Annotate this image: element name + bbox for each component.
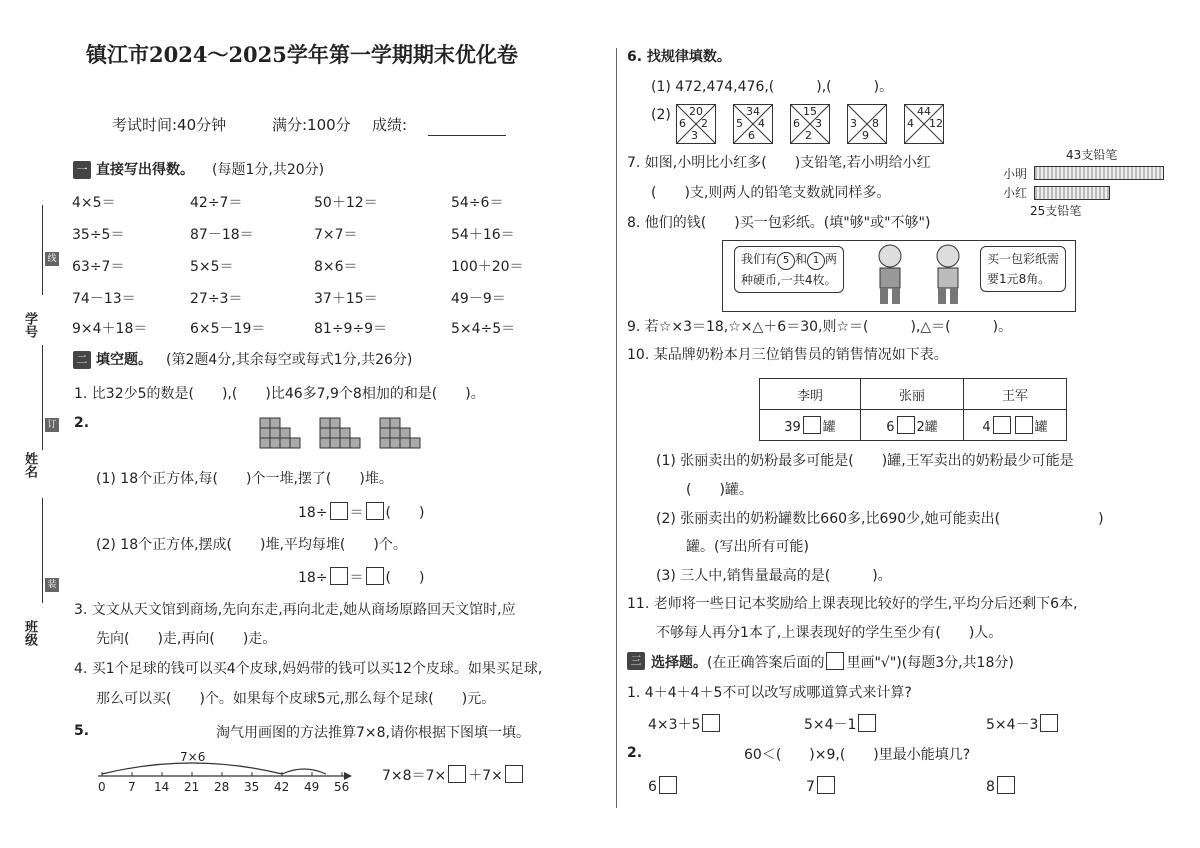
pattern-square — [904, 104, 944, 144]
side-line-1 — [42, 205, 43, 295]
eq-text: 18÷ — [298, 505, 328, 521]
choice-option[interactable] — [648, 714, 722, 734]
option-text: 4×3＋5 — [648, 717, 701, 733]
pattern-square — [676, 104, 716, 144]
table-row — [760, 379, 1067, 410]
pattern-number: 8 — [872, 117, 879, 130]
eq-text: ( ) — [385, 505, 425, 521]
pattern-number: 3 — [850, 117, 857, 130]
side-line-3 — [42, 498, 43, 603]
exam-info-time: 考试时间:40分钟 — [112, 116, 227, 134]
calc-item: 7×7＝ — [314, 227, 358, 243]
cube-stack-3 — [380, 418, 420, 448]
option-checkbox[interactable] — [1040, 714, 1058, 732]
fill-q2-part1-equation — [298, 502, 424, 522]
answer-box[interactable] — [1015, 416, 1033, 434]
calc-item: 6×5－19＝ — [190, 321, 266, 337]
fill-q1: 1. 比32少5的数是( ),( )比46多7,9个8相加的和是( )。 — [74, 386, 485, 402]
calc-item: 63÷7＝ — [72, 259, 125, 275]
pattern-number: 3 — [691, 129, 698, 142]
exam-title: 镇江市2024～2025学年第一学期期末优化卷 — [86, 42, 518, 67]
answer-box[interactable] — [897, 416, 915, 434]
pattern-number: 6 — [793, 117, 800, 130]
calc-item: 8×6＝ — [314, 259, 358, 275]
pattern-number: 20 — [689, 105, 703, 118]
number-line-tick-label: 7 — [128, 780, 136, 794]
table-header-cell: 张丽 — [861, 379, 964, 410]
calc-item: 42÷7＝ — [190, 195, 243, 211]
sales-table — [759, 378, 1067, 441]
choice-option[interactable] — [986, 714, 1060, 734]
q8-left-bubble — [734, 246, 844, 293]
q10-part3: (3) 三人中,销售量最高的是( )。 — [656, 568, 892, 584]
fill-q2-part1: (1) 18个正方体,每( )个一堆,摆了( )堆。 — [96, 471, 393, 487]
number-line-tick-label: 49 — [304, 780, 320, 794]
answer-box[interactable] — [993, 416, 1011, 434]
q10-part1-line2: ( )罐。 — [686, 482, 753, 498]
side-line-2 — [42, 345, 43, 450]
pattern-number: 9 — [862, 129, 869, 142]
section2-note: (第2题4分,其余每空或每式1分,共26分) — [166, 352, 413, 368]
pattern-number: 15 — [803, 105, 817, 118]
q7-ming-label: 小明 — [1003, 167, 1028, 181]
table-header-cell: 王军 — [964, 379, 1067, 410]
fill-q2-part2-equation — [298, 567, 424, 587]
option-checkbox[interactable] — [817, 776, 835, 794]
choice-option[interactable] — [986, 776, 1017, 796]
q8-right-bubble — [980, 246, 1066, 292]
q7-top-label: 43支铅笔 — [1066, 148, 1118, 162]
cube-stack-1 — [260, 418, 300, 448]
answer-box[interactable] — [330, 502, 348, 520]
exam-info-full: 满分:100分 — [272, 116, 351, 134]
q7-bottom-label: 25支铅笔 — [1030, 204, 1082, 218]
coin-5-icon: 5 — [777, 252, 795, 270]
eq-text: ＝ — [349, 505, 364, 521]
calc-item: 54÷6＝ — [451, 195, 504, 211]
q7-hong-label: 小红 — [1003, 186, 1028, 200]
section1-note: (每题1分,共20分) — [212, 162, 325, 178]
section2-heading: 填空题。 — [96, 352, 152, 368]
cube-stack-2 — [320, 418, 360, 448]
score-blank[interactable] — [428, 135, 506, 136]
fill-q2-num: 2. — [74, 415, 90, 431]
cell-text: 罐 — [822, 419, 836, 435]
pattern-number: 6 — [748, 129, 755, 142]
q10-part2-line1: (2) 张丽卖出的奶粉罐数比660多,比690少,她可能卖出( ) — [656, 511, 1104, 527]
fill-q4-line2: 那么可以买( )个。如果每个皮球5元,那么每个足球( )元。 — [96, 691, 496, 707]
option-checkbox[interactable] — [997, 776, 1015, 794]
pattern-number: 4 — [907, 117, 914, 130]
eq-text: 18÷ — [298, 570, 328, 586]
fill-q5-equation — [382, 765, 525, 785]
number-line-tick-label: 28 — [214, 780, 230, 794]
fill-q5-text: 淘气用画图的方法推算7×8,请你根据下图填一填。 — [216, 725, 530, 741]
pattern-square — [733, 104, 773, 144]
exam-info-score: 成绩: — [372, 116, 408, 134]
jump-arc-7x7 — [282, 769, 326, 774]
section1-heading: 直接写出得数。 — [96, 162, 194, 178]
column-divider — [616, 48, 617, 808]
answer-box[interactable] — [505, 765, 523, 783]
cell-text: 6 — [886, 419, 895, 435]
answer-box[interactable] — [330, 567, 348, 585]
two-children-illustration — [866, 242, 976, 308]
calc-item: 74－13＝ — [72, 291, 136, 307]
coin-1-icon: 1 — [807, 252, 825, 270]
calc-item: 81÷9÷9＝ — [314, 321, 388, 337]
heading-text: 选择题。 — [651, 655, 707, 671]
pattern-number: 2 — [701, 117, 708, 130]
pattern-number: 5 — [736, 117, 743, 130]
heading-note: 里画"√")(每题3分,共18分) — [846, 655, 1014, 671]
bubble-text: 我们有 — [741, 252, 778, 266]
choice-option[interactable] — [806, 776, 837, 796]
q7-ming-bar — [1034, 166, 1164, 180]
choice-q1: 1. 4＋4＋4＋5不可以改写成哪道算式来计算? — [627, 685, 912, 701]
bubble-text: 两 — [825, 252, 838, 266]
pattern-number: 44 — [917, 105, 931, 118]
number-line-tick-label: 0 — [98, 780, 106, 794]
q11-line1: 11. 老师将一些日记本奖励给上课表现比较好的学生,平均分后还剩下6本, — [627, 596, 1078, 612]
calc-item: 9×4＋18＝ — [72, 321, 148, 337]
cube-stacks-figure — [258, 412, 428, 460]
section3-badge: 三 — [627, 652, 645, 670]
pattern-number: 12 — [929, 117, 943, 130]
calc-item: 100＋20＝ — [451, 259, 524, 275]
q7-line1: 7. 如图,小明比小红多( )支铅笔,若小明给小红 — [627, 155, 931, 171]
number-line-tick-label: 42 — [274, 780, 290, 794]
student-no-label: 学号 — [22, 312, 37, 338]
bubble-text: 要1元8角。 — [987, 272, 1051, 286]
table-cell — [964, 410, 1067, 441]
option-text: 6 — [648, 779, 657, 795]
bubble-text: 种硬币,一共4枚。 — [741, 273, 837, 287]
pattern-number: 6 — [679, 117, 686, 130]
number-line-tick-label: 56 — [334, 780, 350, 794]
pattern-number: 3 — [815, 117, 822, 130]
name-label: 姓名 — [22, 452, 37, 478]
q9-text: 9. 若☆×3＝18,☆×△＋6＝30,则☆＝( ),△＝( )。 — [627, 319, 1013, 335]
number-line-tick-label: 21 — [184, 780, 200, 794]
calc-item: 37＋15＝ — [314, 291, 378, 307]
eq-text: 7×8＝7× — [382, 768, 447, 784]
option-text: 5×4－3 — [986, 717, 1039, 733]
binding-stamp-2: 订 — [45, 418, 59, 432]
fill-q3-line1: 3. 文文从天文馆到商场,先向东走,再向北走,她从商场原路回天文馆时,应 — [74, 602, 516, 618]
answer-box[interactable] — [366, 502, 384, 520]
calc-item: 4×5＝ — [72, 195, 116, 211]
q10-part1-line1: (1) 张丽卖出的奶粉最多可能是( )罐,王军卖出的奶粉最少可能是 — [656, 453, 1074, 469]
answer-box[interactable] — [803, 416, 821, 434]
q6-part1: (1) 472,474,476,( ),( )。 — [651, 79, 894, 95]
table-row — [760, 410, 1067, 441]
answer-box[interactable] — [366, 567, 384, 585]
calc-item: 27÷3＝ — [190, 291, 243, 307]
eq-text: ＋7× — [468, 768, 503, 784]
number-line-arc-label: 7×6 — [180, 750, 206, 764]
q6-heading: 6. 找规律填数。 — [627, 49, 731, 65]
fill-q4-line1: 4. 买1个足球的钱可以买4个皮球,妈妈带的钱可以买12个皮球。如果买足球, — [74, 661, 543, 677]
bubble-text: 买一包彩纸需 — [987, 252, 1060, 266]
section3-heading — [651, 652, 1014, 672]
q11-line2: 不够每人再分1本了,上课表现好的学生至少有( )人。 — [656, 625, 1003, 641]
q8-text: 8. 他们的钱( )买一包彩纸。(填"够"或"不够") — [627, 215, 931, 231]
pattern-number: 2 — [805, 129, 812, 142]
calc-item: 54＋16＝ — [451, 227, 515, 243]
heading-note: (在正确答案后面的 — [707, 655, 825, 671]
choice-q2-num: 2. — [627, 745, 643, 761]
choice-option[interactable] — [804, 714, 878, 734]
calc-item: 35÷5＝ — [72, 227, 125, 243]
bubble-text: 和 — [795, 252, 808, 266]
section1-badge: 一 — [73, 161, 91, 179]
calc-item: 50＋12＝ — [314, 195, 378, 211]
q7-hong-bar — [1034, 186, 1110, 200]
class-label: 班级 — [22, 620, 37, 646]
cell-text: 罐 — [1034, 419, 1048, 435]
calc-item: 49－9＝ — [451, 291, 506, 307]
option-text: 7 — [806, 779, 815, 795]
answer-box-sample — [826, 652, 844, 670]
cell-text: 2罐 — [916, 419, 938, 435]
q7-line2: ( )支,则两人的铅笔支数就同样多。 — [651, 185, 891, 201]
calc-item: 5×5＝ — [190, 259, 234, 275]
eq-text: ＝ — [349, 570, 364, 586]
fill-q5-num: 5. — [74, 723, 90, 739]
option-checkbox[interactable] — [858, 714, 876, 732]
option-checkbox[interactable] — [659, 776, 677, 794]
q6-part2-label: (2) — [651, 107, 671, 123]
q10-text: 10. 某品牌奶粉本月三位销售员的销售情况如下表。 — [627, 347, 948, 363]
pattern-square — [847, 104, 887, 144]
q10-part2-line2: 罐。(写出所有可能) — [686, 539, 809, 555]
answer-box[interactable] — [448, 765, 466, 783]
number-line-tick-label: 35 — [244, 780, 260, 794]
option-text: 8 — [986, 779, 995, 795]
binding-stamp-3: 装 — [45, 578, 59, 592]
pattern-number: 4 — [758, 117, 765, 130]
binding-stamp-1: 线 — [45, 252, 59, 266]
table-header-cell: 李明 — [760, 379, 861, 410]
cell-text: 39 — [784, 419, 801, 435]
option-text: 5×4－1 — [804, 717, 857, 733]
pattern-square — [790, 104, 830, 144]
fill-q3-line2: 先向( )走,再向( )走。 — [96, 631, 277, 647]
table-cell — [861, 410, 964, 441]
choice-option[interactable] — [648, 776, 679, 796]
pattern-number: 34 — [746, 105, 760, 118]
section2-badge: 二 — [73, 351, 91, 369]
cell-text: 4 — [982, 419, 991, 435]
fill-q2-part2: (2) 18个正方体,摆成( )堆,平均每堆( )个。 — [96, 537, 407, 553]
choice-q2: 60＜( )×9,( )里最小能填几? — [744, 747, 971, 763]
eq-text: ( ) — [385, 570, 425, 586]
table-cell — [760, 410, 861, 441]
calc-item: 87－18＝ — [190, 227, 254, 243]
option-checkbox[interactable] — [702, 714, 720, 732]
number-line-tick-label: 14 — [154, 780, 170, 794]
calc-item: 5×4÷5＝ — [451, 321, 516, 337]
